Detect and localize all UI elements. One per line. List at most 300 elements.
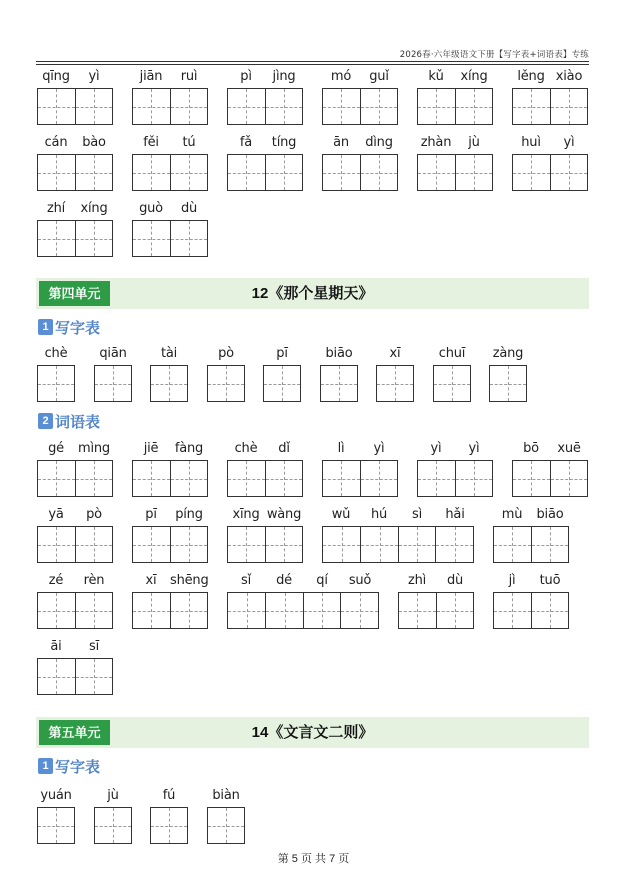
writing-cell [75, 593, 112, 628]
pinyin-syllable: yuán [40, 788, 72, 803]
pinyin-syllable: huì [521, 135, 541, 150]
writing-cell [133, 221, 170, 256]
word-group [132, 68, 208, 125]
writing-cell [228, 593, 265, 628]
writing-cell [133, 155, 170, 190]
pinyin-row [37, 345, 75, 365]
writing-cell [418, 461, 455, 496]
writing-cell [208, 366, 244, 401]
pinyin-syllable: jì [508, 573, 516, 588]
header-rule [36, 61, 589, 62]
header-rule [36, 64, 589, 65]
tianzige-boxes [132, 592, 208, 629]
pinyin-row [227, 572, 379, 592]
pinyin-row [512, 134, 588, 154]
pinyin-row [322, 440, 398, 460]
writing-cell [323, 527, 360, 562]
tianzige-boxes [417, 88, 493, 125]
tianzige-boxes [132, 526, 208, 563]
pinyin-syllable: dù [446, 573, 464, 588]
pinyin-syllable: yì [373, 441, 385, 456]
pinyin-row [207, 787, 245, 807]
writing-cell [494, 593, 531, 628]
tianzige-boxes [512, 460, 588, 497]
writing-cell [360, 89, 397, 124]
pinyin-row [512, 440, 588, 460]
writing-cell [38, 155, 75, 190]
section-label: 词语表 [55, 413, 101, 431]
tianzige-boxes [37, 592, 113, 629]
character-group [263, 345, 301, 402]
word-group [37, 68, 113, 125]
character-group [37, 345, 75, 402]
tianzige-boxes [150, 807, 188, 844]
tianzige-boxes [37, 220, 113, 257]
word-group [227, 440, 303, 497]
pinyin-syllable: mù [501, 507, 523, 522]
writing-cell [399, 593, 436, 628]
tianzige-boxes [227, 88, 303, 125]
tianzige-boxes [512, 154, 588, 191]
pinyin-syllable: bào [82, 135, 106, 150]
unit-badge: 第五单元 [39, 720, 110, 745]
pinyin-row [94, 787, 132, 807]
unit-banner [36, 278, 589, 309]
writing-cell [228, 527, 265, 562]
word-group [493, 572, 569, 629]
pinyin-syllable: chè [234, 441, 258, 456]
writing-cell [170, 89, 207, 124]
pinyin-syllable: pò [86, 507, 102, 522]
writing-cell [95, 366, 131, 401]
writing-cell [513, 461, 550, 496]
pinyin-row [37, 572, 113, 592]
tianzige-boxes [37, 807, 75, 844]
pinyin-row [132, 68, 208, 88]
pinyin-syllable: fàng [174, 441, 204, 456]
character-group [150, 787, 188, 844]
writing-cell [550, 461, 587, 496]
tianzige-boxes [489, 365, 527, 402]
word-group [37, 440, 113, 497]
tianzige-boxes [320, 365, 358, 402]
writing-cell [265, 527, 302, 562]
pinyin-syllable: mó [330, 69, 352, 84]
pinyin-syllable: wàng [266, 507, 302, 522]
writing-cell [436, 593, 473, 628]
character-group [376, 345, 414, 402]
pinyin-row [227, 506, 303, 526]
character-group [207, 787, 245, 844]
word-group [37, 572, 113, 629]
writing-cell [264, 366, 300, 401]
tianzige-boxes [37, 365, 75, 402]
writing-cell [75, 221, 112, 256]
writing-cell [418, 155, 455, 190]
writing-cell [434, 366, 470, 401]
writing-cell [265, 89, 302, 124]
writing-cell [550, 155, 587, 190]
pinyin-syllable: pī [276, 346, 288, 361]
pinyin-syllable: jù [107, 788, 119, 803]
tianzige-boxes [94, 365, 132, 402]
pinyin-row [37, 440, 113, 460]
writing-cell [490, 366, 526, 401]
writing-cell [38, 366, 74, 401]
writing-cell [170, 155, 207, 190]
pinyin-syllable: biāo [325, 346, 353, 361]
pinyin-syllable: yì [563, 135, 575, 150]
pinyin-syllable: jìng [272, 69, 296, 84]
writing-cell [360, 155, 397, 190]
section-heading [38, 412, 100, 430]
writing-cell [265, 461, 302, 496]
writing-cell [323, 461, 360, 496]
pinyin-syllable: fěi [143, 135, 159, 150]
pinyin-syllable: qīng [42, 69, 70, 84]
tianzige-boxes [37, 658, 113, 695]
pinyin-row [512, 68, 588, 88]
pinyin-syllable: fú [162, 788, 176, 803]
pinyin-syllable: hǎi [445, 507, 465, 522]
writing-cell [38, 221, 75, 256]
pinyin-row [94, 345, 132, 365]
pinyin-syllable: qí [316, 573, 328, 588]
character-group [94, 787, 132, 844]
pinyin-syllable: ruì [180, 69, 198, 84]
word-group [493, 506, 569, 563]
pinyin-syllable: āi [50, 639, 62, 654]
pinyin-row [227, 134, 303, 154]
pinyin-row [320, 345, 358, 365]
writing-cell [170, 221, 207, 256]
writing-cell [38, 593, 75, 628]
tianzige-boxes [263, 365, 301, 402]
pinyin-syllable: jiē [143, 441, 159, 456]
pinyin-row [489, 345, 527, 365]
word-group [417, 134, 493, 191]
writing-cell [75, 659, 112, 694]
writing-cell [75, 527, 112, 562]
writing-cell [418, 89, 455, 124]
pinyin-syllable: xī [145, 573, 157, 588]
pinyin-row [493, 506, 569, 526]
tianzige-boxes [433, 365, 471, 402]
writing-cell [321, 366, 357, 401]
pinyin-row [322, 134, 398, 154]
word-group [37, 638, 113, 695]
pinyin-row [132, 506, 208, 526]
writing-cell [170, 527, 207, 562]
pinyin-syllable: cán [44, 135, 68, 150]
pinyin-syllable: píng [175, 507, 203, 522]
word-group [398, 572, 474, 629]
pinyin-syllable: tài [160, 346, 178, 361]
word-group [322, 440, 398, 497]
character-group [433, 345, 471, 402]
tianzige-boxes [132, 460, 208, 497]
pinyin-syllable: tíng [271, 135, 297, 150]
character-group [94, 345, 132, 402]
pinyin-syllable: guò [139, 201, 163, 216]
tianzige-boxes [227, 154, 303, 191]
writing-cell [38, 527, 75, 562]
pinyin-syllable: sī [89, 639, 99, 654]
unit-banner [36, 717, 589, 748]
writing-cell [151, 808, 187, 843]
section-number-badge: 1 [38, 758, 53, 774]
writing-cell [133, 461, 170, 496]
pinyin-syllable: yì [468, 441, 480, 456]
pinyin-row [37, 638, 113, 658]
writing-cell [435, 527, 473, 562]
writing-cell [531, 527, 568, 562]
word-group [37, 200, 113, 257]
tianzige-boxes [132, 154, 208, 191]
writing-cell [228, 461, 265, 496]
word-group [132, 440, 208, 497]
tianzige-boxes [37, 88, 113, 125]
writing-cell [265, 593, 303, 628]
pinyin-row [37, 506, 113, 526]
pinyin-syllable: zhí [46, 201, 66, 216]
tianzige-boxes [322, 154, 398, 191]
pinyin-syllable: hú [370, 507, 388, 522]
writing-cell [398, 527, 436, 562]
writing-cell [531, 593, 568, 628]
pinyin-syllable: gé [48, 441, 64, 456]
section-number-badge: 2 [38, 413, 53, 429]
pinyin-syllable: xī [389, 346, 401, 361]
pinyin-syllable: qiān [99, 346, 127, 361]
pinyin-syllable: wǔ [331, 507, 351, 522]
tianzige-boxes [493, 592, 569, 629]
pinyin-row [150, 787, 188, 807]
pinyin-row [417, 134, 493, 154]
writing-cell [340, 593, 378, 628]
pinyin-syllable: zàng [492, 346, 524, 361]
tianzige-boxes [150, 365, 188, 402]
pinyin-row [132, 440, 208, 460]
tianzige-boxes [94, 807, 132, 844]
tianzige-boxes [207, 807, 245, 844]
pinyin-syllable: jiān [139, 69, 163, 84]
pinyin-syllable: dǐ [278, 441, 290, 456]
section-heading [38, 318, 100, 336]
pinyin-syllable: jù [468, 135, 480, 150]
word-group [512, 440, 588, 497]
header-title: 2026春·六年级语文下册【写字表+词语表】专练 [399, 50, 589, 60]
pinyin-syllable: pò [218, 346, 234, 361]
tianzige-boxes [493, 526, 569, 563]
tianzige-boxes [417, 460, 493, 497]
writing-cell [513, 89, 550, 124]
writing-cell [455, 155, 492, 190]
pinyin-row [263, 345, 301, 365]
pinyin-row [417, 68, 493, 88]
pinyin-row [322, 506, 474, 526]
pinyin-syllable: rèn [83, 573, 105, 588]
writing-cell [513, 155, 550, 190]
pinyin-row [227, 440, 303, 460]
word-group [322, 68, 398, 125]
pinyin-syllable: chè [44, 346, 68, 361]
writing-cell [360, 461, 397, 496]
pinyin-syllable: ān [333, 135, 349, 150]
writing-cell [377, 366, 413, 401]
character-group [37, 787, 75, 844]
pinyin-syllable: tú [182, 135, 196, 150]
pinyin-syllable: dé [276, 573, 292, 588]
pinyin-row [132, 200, 208, 220]
pinyin-row [433, 345, 471, 365]
pinyin-syllable: zé [48, 573, 64, 588]
pinyin-syllable: zhì [407, 573, 427, 588]
pinyin-row [132, 134, 208, 154]
word-group [132, 200, 208, 257]
writing-cell [151, 366, 187, 401]
writing-cell [133, 593, 170, 628]
page-footer: 第 5 页 共 7 页 [277, 853, 350, 865]
writing-cell [455, 89, 492, 124]
pinyin-syllable: xíng [80, 201, 108, 216]
writing-cell [75, 461, 112, 496]
writing-cell [228, 89, 265, 124]
pinyin-row [37, 134, 113, 154]
word-group [512, 68, 588, 125]
writing-cell [38, 461, 75, 496]
pinyin-row [376, 345, 414, 365]
tianzige-boxes [37, 460, 113, 497]
writing-cell [550, 89, 587, 124]
writing-cell [323, 89, 360, 124]
pinyin-syllable: pì [240, 69, 252, 84]
pinyin-syllable: suǒ [348, 573, 372, 588]
pinyin-syllable: xuē [557, 441, 581, 456]
pinyin-row [37, 68, 113, 88]
tianzige-boxes [322, 526, 474, 563]
pinyin-row [37, 787, 75, 807]
writing-cell [75, 155, 112, 190]
tianzige-boxes [417, 154, 493, 191]
tianzige-boxes [37, 526, 113, 563]
tianzige-boxes [398, 592, 474, 629]
section-number-badge: 1 [38, 319, 53, 335]
writing-cell [323, 155, 360, 190]
tianzige-boxes [227, 592, 379, 629]
pinyin-syllable: lì [337, 441, 345, 456]
writing-cell [170, 593, 207, 628]
pinyin-syllable: yì [88, 69, 100, 84]
character-group [150, 345, 188, 402]
pinyin-row [493, 572, 569, 592]
word-group [227, 572, 379, 629]
pinyin-syllable: biàn [212, 788, 240, 803]
tianzige-boxes [227, 460, 303, 497]
pinyin-syllable: bō [523, 441, 539, 456]
lesson-title: 14《文言文二则》 [251, 724, 374, 741]
word-group [417, 440, 493, 497]
word-group [322, 506, 474, 563]
word-group [227, 506, 303, 563]
writing-cell [208, 808, 244, 843]
pinyin-syllable: zhàn [420, 135, 452, 150]
tianzige-boxes [322, 460, 398, 497]
pinyin-row [150, 345, 188, 365]
writing-cell [38, 808, 74, 843]
pinyin-syllable: guǐ [369, 69, 389, 84]
tianzige-boxes [322, 88, 398, 125]
word-group [132, 506, 208, 563]
tianzige-boxes [512, 88, 588, 125]
section-label: 写字表 [55, 758, 101, 776]
word-group [37, 506, 113, 563]
tianzige-boxes [376, 365, 414, 402]
writing-cell [228, 155, 265, 190]
pinyin-syllable: tuō [539, 573, 561, 588]
pinyin-syllable: xiào [555, 69, 583, 84]
writing-cell [75, 89, 112, 124]
unit-badge: 第四单元 [39, 281, 110, 306]
word-group [227, 68, 303, 125]
pinyin-syllable: yì [430, 441, 442, 456]
pinyin-row [207, 345, 245, 365]
pinyin-row [322, 68, 398, 88]
pinyin-syllable: dù [180, 201, 198, 216]
word-group [417, 68, 493, 125]
writing-cell [265, 155, 302, 190]
pinyin-syllable: xíng [460, 69, 488, 84]
tianzige-boxes [132, 220, 208, 257]
pinyin-row [132, 572, 208, 592]
writing-cell [360, 527, 398, 562]
writing-cell [95, 808, 131, 843]
tianzige-boxes [227, 526, 303, 563]
pinyin-syllable: fǎ [239, 135, 253, 150]
word-group [37, 134, 113, 191]
pinyin-syllable: sì [412, 507, 422, 522]
pinyin-syllable: biāo [536, 507, 564, 522]
pinyin-row [37, 200, 113, 220]
writing-cell [38, 89, 75, 124]
character-group [320, 345, 358, 402]
word-group [227, 134, 303, 191]
writing-cell [133, 527, 170, 562]
pinyin-syllable: shēng [170, 573, 209, 588]
pinyin-syllable: kǔ [428, 69, 444, 84]
tianzige-boxes [207, 365, 245, 402]
writing-cell [455, 461, 492, 496]
section-heading [38, 757, 100, 775]
writing-cell [303, 593, 341, 628]
pinyin-syllable: xīng [232, 507, 260, 522]
word-group [322, 134, 398, 191]
word-group [132, 572, 208, 629]
character-group [489, 345, 527, 402]
section-label: 写字表 [55, 319, 101, 337]
pinyin-syllable: chuī [438, 346, 466, 361]
writing-cell [133, 89, 170, 124]
writing-cell [38, 659, 75, 694]
pinyin-row [227, 68, 303, 88]
tianzige-boxes [37, 154, 113, 191]
pinyin-syllable: pī [145, 507, 157, 522]
pinyin-row [417, 440, 493, 460]
lesson-title: 12《那个星期天》 [251, 285, 374, 302]
tianzige-boxes [132, 88, 208, 125]
pinyin-syllable: lěng [517, 69, 545, 84]
word-group [132, 134, 208, 191]
